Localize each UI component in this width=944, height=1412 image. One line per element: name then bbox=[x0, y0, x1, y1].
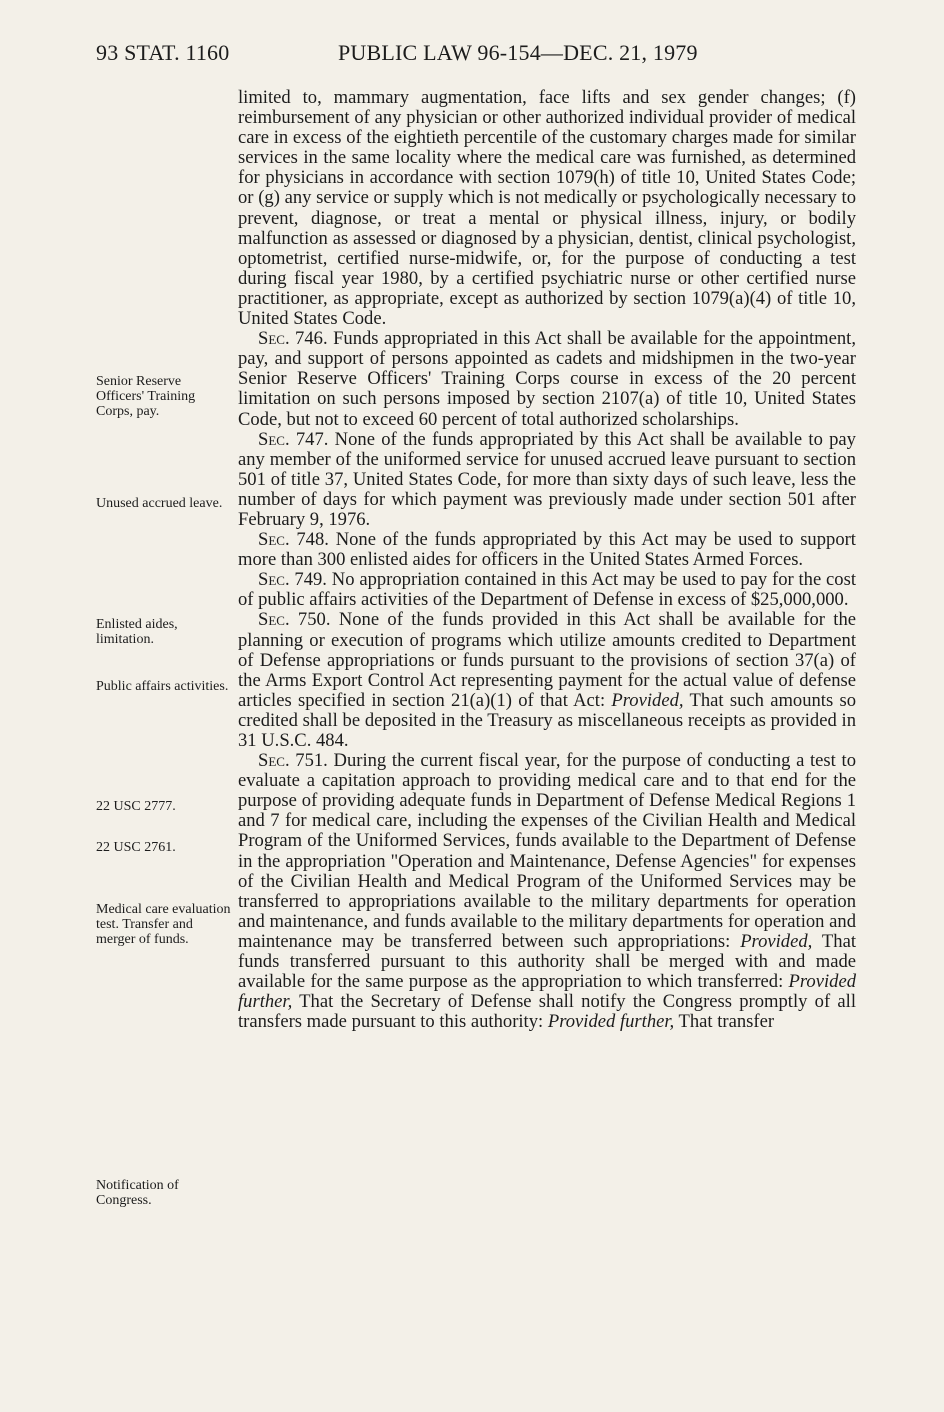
section-text: That funds transferred pursuant to this authority shall be merged with and made available for the same purpose as the appropriation to which transferred: bbox=[238, 930, 856, 993]
page-running-head: PUBLIC LAW 96-154—DEC. 21, 1979 bbox=[338, 40, 698, 65]
marginal-note-unused-leave: Unused accrued leave. bbox=[96, 496, 223, 511]
section-text: That such amounts so credited shall be deposited in the Treasury as miscellaneous receipts as provided in 31 U.S.C. 484. bbox=[238, 689, 857, 751]
section-750 bbox=[238, 610, 856, 751]
section-751 bbox=[238, 751, 856, 1032]
section-749 bbox=[238, 570, 856, 610]
section-text: Funds appropriated in this Act shall be available for the appointment, pay, and support of persons appointed as cadets and midshipmen in the two-year Senior Reserve Officers' Training Corps course in excess of the 20 percent limitation on such persons imposed by section 2107(a) of title 10, United States Code, but not to exceed 60 percent of total authorized scholarships. bbox=[238, 328, 857, 430]
marginal-note-enlisted-aides: Enlisted aides, limitation. bbox=[96, 617, 178, 647]
section-text: None of the funds appropriated by this Act may be used to support more than 300 enlisted aides for officers in the United States Armed Forces. bbox=[238, 529, 856, 571]
marginal-note-usc-2777: 22 USC 2777. bbox=[96, 799, 176, 814]
section-text: None of the funds appropriated by this Act shall be available to pay any member of the uniformed service for unused accrued leave pursuant to section 501 of title 37, United States Code, for more than sixty days of such leave, less the number of days for which payment was previously made under section 501 after February 9, 1976. bbox=[238, 428, 856, 530]
proviso-provided: Provided, bbox=[611, 689, 684, 711]
section-label: Sec. 746. bbox=[258, 328, 328, 350]
section-text: That transfer bbox=[678, 1011, 775, 1033]
page-stat-number: 93 STAT. 1160 bbox=[96, 40, 230, 65]
section-label: Sec. 751. bbox=[258, 750, 328, 772]
paragraph-continued: limited to, mammary augmentation, face lifts and sex gender changes; (f) reimbursement of any physician or other authorized individual provider of medical care in excess of the eightieth percentile of the customary charges made for similar services in the same locality where the medical care was furnished, as determined for physicians in accordance with section 1079(h) of title 10, United States Code; or (g) any service or supply which is not medically or psychologically necessary to prevent, diagnose, or treat a mental or physical illness, injury, or bodily malfunction as assessed or diagnosed by a physician, dentist, clinical psychologist, optometrist, certified nurse-midwife, or, for the purpose of conducting a test during fiscal year 1980, by a certified psychiatric nurse or other certified nurse practitioner, as appropriate, except as authorized by section 1079(a)(4) of title 10, United States Code. bbox=[238, 87, 856, 330]
section-label: Sec. 748. bbox=[258, 529, 329, 551]
marginal-note-medical-care: Medical care evaluation test. Transfer and merger of funds. bbox=[96, 902, 231, 947]
body-text bbox=[238, 88, 856, 1032]
section-label: Sec. 747. bbox=[258, 428, 329, 450]
proviso-provided-further: Provided further, bbox=[547, 1011, 675, 1033]
section-text: That the Secretary of Defense shall notify the Congress promptly of all transfers made pursuant to this authority: bbox=[238, 991, 856, 1033]
proviso-provided-further: Provided further, bbox=[238, 971, 856, 1013]
section-label: Sec. 749. bbox=[258, 569, 327, 591]
marginal-note-public-affairs: Public affairs activities. bbox=[96, 679, 229, 694]
section-label: Sec. 750. bbox=[258, 609, 331, 631]
section-text: During the current fiscal year, for the purpose of conducting a test to evaluate a capitation approach to providing medical care and to that end for the purpose of providing adequate funds in Department of Defense Medical Regions 1 and 7 for medical care, including the expenses of the Civilian Health and Medical Program of the Uniformed Services, funds available to the Department of Defense in the appropriation "Operation and Maintenance, Defense Agencies" for expenses of the Civilian Health and Medical Program of the Uniformed Services may be transferred to appropriations available to the military departments for operation and maintenance, and funds available to the military departments for operation and maintenance may be transferred between such appropriations: bbox=[238, 750, 856, 952]
section-text: None of the funds provided in this Act shall be available for the planning or execution of programs which utilize amounts credited to Department of Defense appropriations or funds pursuant to the provisions of section 37(a) of the Arms Export Control Act representing payment for the actual value of defense articles specified in section 21(a)(1) of that Act: bbox=[238, 609, 856, 711]
marginal-note-usc-2761: 22 USC 2761. bbox=[96, 840, 176, 855]
section-746 bbox=[238, 329, 856, 429]
section-748 bbox=[238, 530, 856, 570]
marginal-note-senior-reserve: Senior Reserve Officers' Training Corps, pay. bbox=[96, 374, 196, 419]
section-text: No appropriation contained in this Act may be used to pay for the cost of public affairs activities of the Department of Defense in excess of $25,000,000. bbox=[238, 569, 857, 611]
section-747 bbox=[238, 430, 856, 530]
marginal-note-notification: Notification of Congress. bbox=[96, 1178, 179, 1208]
proviso-provided: Provided, bbox=[740, 930, 813, 952]
